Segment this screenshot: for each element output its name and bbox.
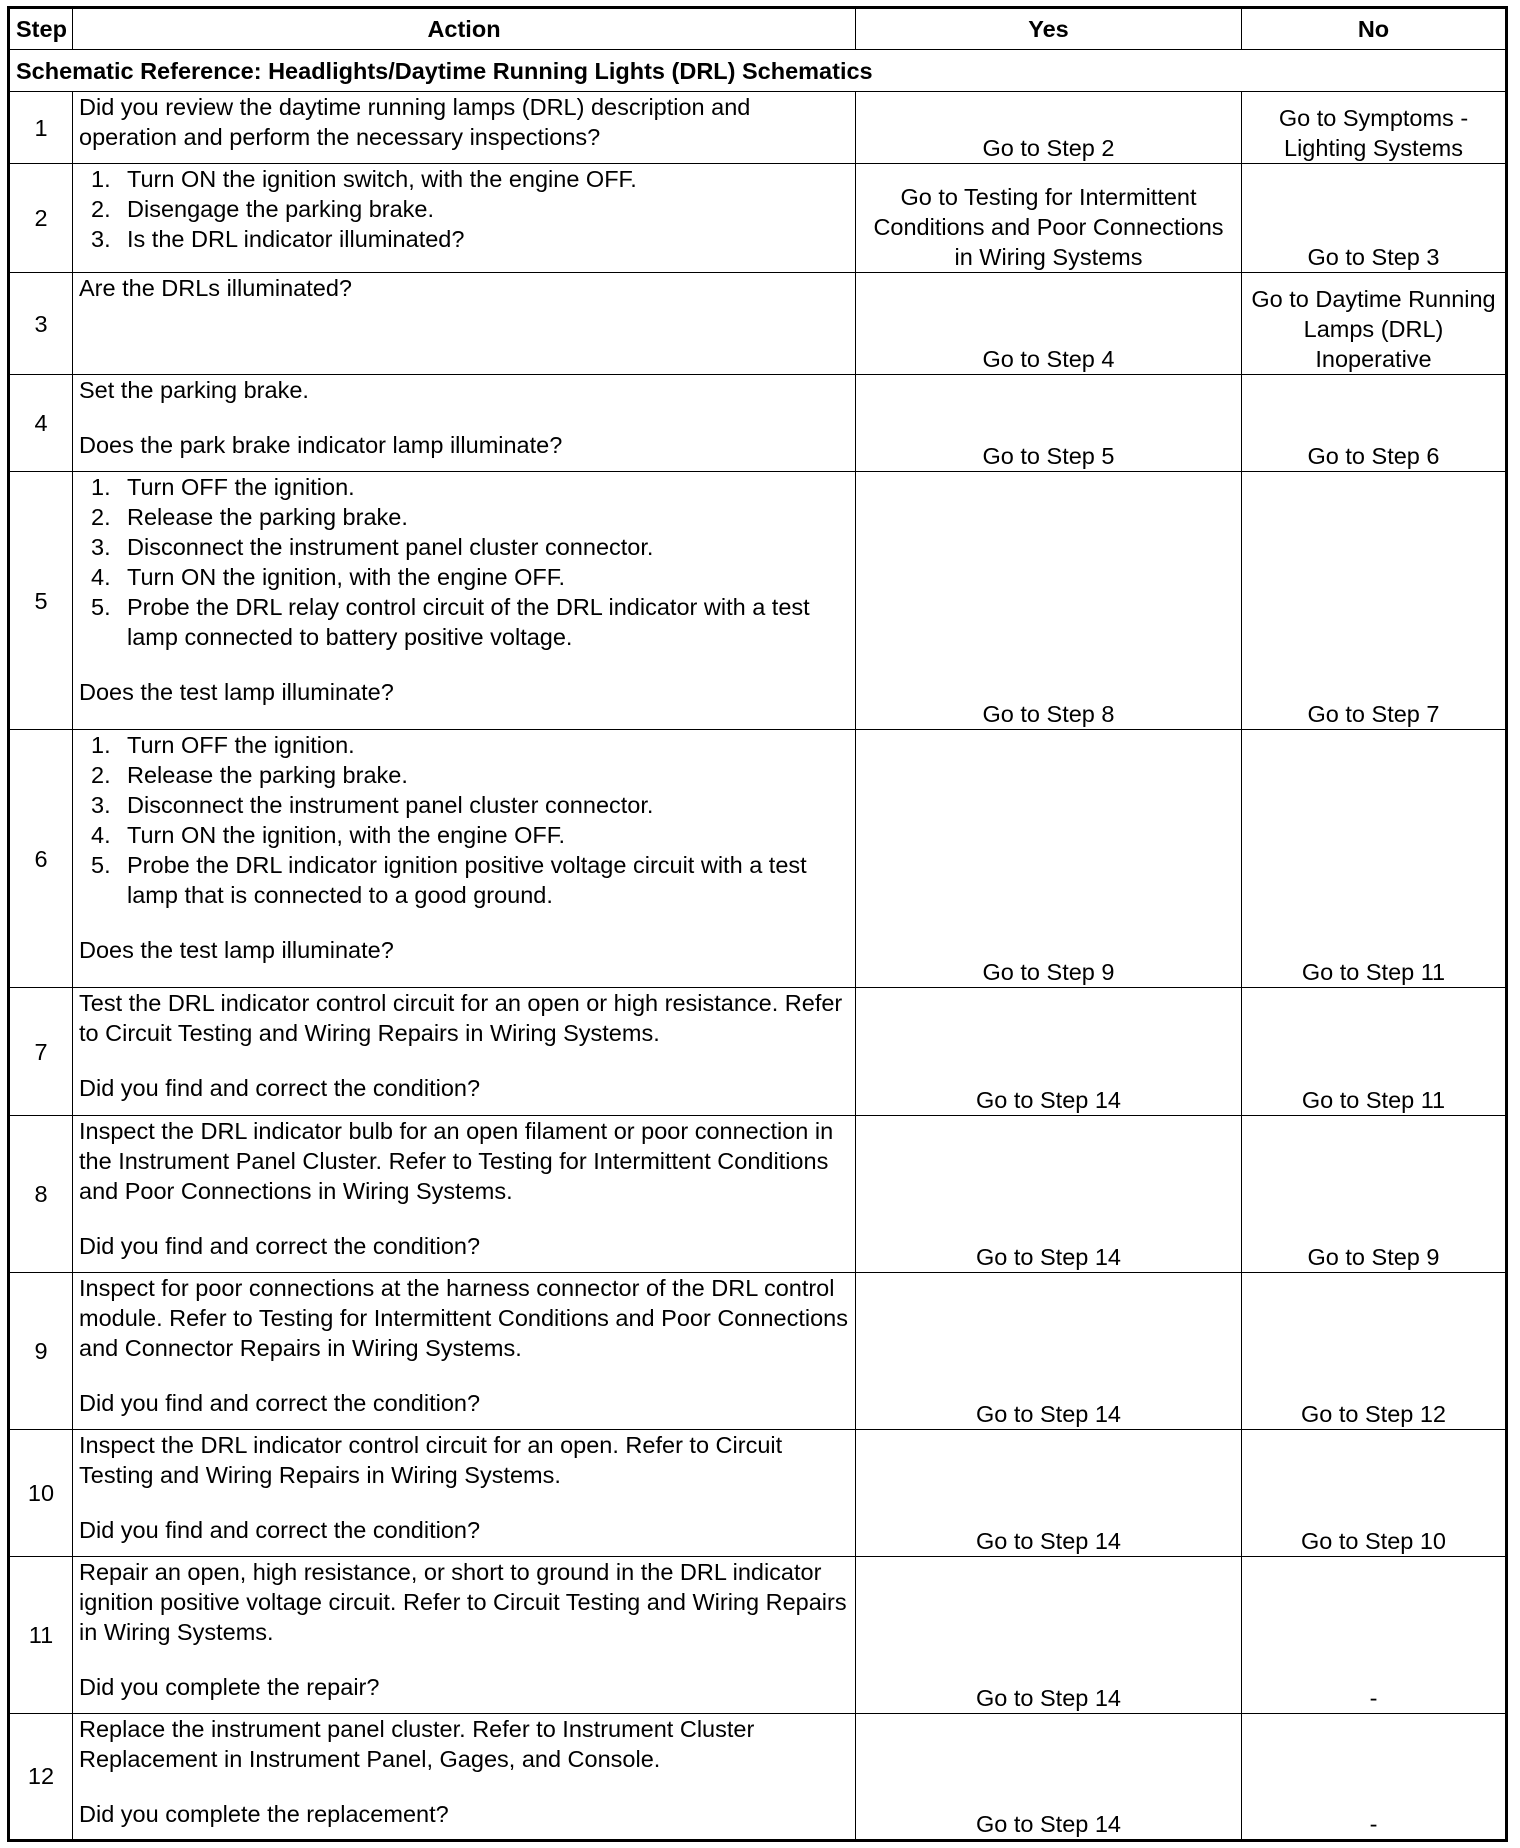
action-step-text: Probe the DRL indicator ignition positive voltage circuit with a test lamp that is connected to a good ground. [127,852,807,909]
table-row [9,164,1507,273]
action-step-item [79,790,849,820]
step-number: 6 [9,730,73,988]
action-step-item [79,224,849,254]
action-text: Repair an open, high resistance, or short to ground in the DRL indicator ignition positive voltage circuit. Refer to Circuit Testing and Wiring Repairs in Wiring Systems. [79,1558,847,1645]
action-cell [73,273,856,375]
no-result: Go to Symptoms - Lighting Systems [1242,92,1507,164]
action-step-number: 1. [91,732,111,759]
no-result: Go to Step 7 [1242,472,1507,730]
action-step-number: 1. [91,474,111,501]
action-cell [73,988,856,1115]
no-result: Go to Step 12 [1242,1272,1507,1429]
no-result: Go to Daytime Running Lamps (DRL) Inoperative [1242,273,1507,375]
spacer [79,405,849,430]
action-step-text: Turn ON the ignition, with the engine OFF. [127,822,566,849]
table-row [9,730,1507,988]
action-step-item [79,820,849,850]
spacer [79,1363,849,1388]
action-step-number: 3. [91,226,111,253]
action-steps-list [79,730,849,910]
table-row [9,92,1507,164]
action-step-text: Disconnect the instrument panel cluster connector. [127,534,654,561]
step-number: 12 [9,1713,73,1840]
header-action: Action [73,8,856,50]
no-result: Go to Step 9 [1242,1115,1507,1272]
step-number: 3 [9,273,73,375]
table-row [9,273,1507,375]
action-step-item [79,472,849,502]
action-question: Did you find and correct the condition? [79,1516,481,1543]
header-row [9,8,1507,50]
action-step-text: Probe the DRL relay control circuit of the DRL indicator with a test lamp connected to battery positive voltage. [127,594,810,651]
yes-result: Go to Step 14 [856,1429,1242,1556]
action-step-item [79,562,849,592]
table-row [9,988,1507,1115]
spacer [79,1647,849,1672]
action-step-number: 2. [91,504,111,531]
action-step-number: 2. [91,196,111,223]
table-row [9,1713,1507,1840]
table-row [9,472,1507,730]
spacer [79,652,849,677]
yes-result: Go to Testing for Intermittent Conditions and Poor Connections in Wiring Systems [856,164,1242,273]
action-step-number: 1. [91,166,111,193]
yes-result: Go to Step 5 [856,375,1242,472]
action-step-text: Turn OFF the ignition. [127,474,355,501]
action-text: Inspect the DRL indicator bulb for an open filament or poor connection in the Instrument Panel Cluster. Refer to Testing for Intermittent Conditions and Poor Connections in Wiring Systems. [79,1117,834,1204]
action-text: Are the DRLs illuminated? [79,275,352,302]
action-step-text: Is the DRL indicator illuminated? [127,226,465,253]
action-text: Set the parking brake. [79,377,309,404]
action-step-item [79,164,849,194]
action-step-item [79,592,849,652]
action-question: Did you complete the replacement? [79,1800,449,1827]
step-number: 7 [9,988,73,1115]
table-row [9,1556,1507,1713]
no-result: Go to Step 10 [1242,1429,1507,1556]
spacer [79,910,849,935]
action-cell [73,1556,856,1713]
action-step-text: Release the parking brake. [127,504,408,531]
table-row [9,1115,1507,1272]
no-result: - [1242,1556,1507,1713]
table-body [9,8,1507,1841]
yes-result: Go to Step 8 [856,472,1242,730]
spacer [79,1774,849,1799]
action-cell [73,92,856,164]
action-step-item [79,532,849,562]
action-steps-list [79,164,849,254]
action-step-number: 3. [91,792,111,819]
yes-result: Go to Step 14 [856,1556,1242,1713]
no-result: - [1242,1713,1507,1840]
table-row [9,375,1507,472]
action-question: Does the test lamp illuminate? [79,937,394,964]
action-step-item [79,194,849,224]
table-row [9,1429,1507,1556]
action-step-text: Release the parking brake. [127,762,408,789]
header-yes: Yes [856,8,1242,50]
action-step-number: 5. [91,852,111,879]
action-text: Did you review the daytime running lamps (DRL) description and operation and perform the necessary inspections? [79,94,751,151]
action-step-number: 2. [91,762,111,789]
action-question: Does the test lamp illuminate? [79,679,394,706]
no-result: Go to Step 11 [1242,988,1507,1115]
step-number: 5 [9,472,73,730]
yes-result: Go to Step 14 [856,1115,1242,1272]
action-question: Did you complete the repair? [79,1673,380,1700]
action-step-text: Disengage the parking brake. [127,196,435,223]
action-cell [73,164,856,273]
step-number: 9 [9,1272,73,1429]
action-text: Test the DRL indicator control circuit for an open or high resistance. Refer to Circuit Testing and Wiring Repairs in Wiring Systems. [79,990,843,1047]
diagnostic-table [7,6,1508,1842]
action-question: Does the park brake indicator lamp illuminate? [79,432,563,459]
action-cell [73,1115,856,1272]
spacer [79,1490,849,1515]
action-step-text: Turn ON the ignition, with the engine OFF. [127,564,566,591]
spacer [79,1048,849,1073]
action-step-item [79,850,849,910]
step-number: 10 [9,1429,73,1556]
step-number: 8 [9,1115,73,1272]
action-cell [73,730,856,988]
action-step-item [79,502,849,532]
spacer [79,1206,849,1231]
action-question: Did you find and correct the condition? [79,1232,481,1259]
action-step-number: 4. [91,822,111,849]
action-step-item [79,760,849,790]
action-step-text: Disconnect the instrument panel cluster connector. [127,792,654,819]
action-steps-list [79,472,849,652]
no-result: Go to Step 6 [1242,375,1507,472]
action-step-number: 3. [91,534,111,561]
action-cell [73,375,856,472]
table-row [9,1272,1507,1429]
action-step-number: 4. [91,564,111,591]
header-no: No [1242,8,1507,50]
yes-result: Go to Step 14 [856,1272,1242,1429]
action-step-text: Turn OFF the ignition. [127,732,355,759]
yes-result: Go to Step 14 [856,1713,1242,1840]
schematic-row [9,50,1507,92]
step-number: 11 [9,1556,73,1713]
yes-result: Go to Step 4 [856,273,1242,375]
action-cell [73,472,856,730]
action-step-number: 5. [91,594,111,621]
yes-result: Go to Step 14 [856,988,1242,1115]
action-cell [73,1713,856,1840]
action-text: Inspect for poor connections at the harness connector of the DRL control module. Refer to Testing for Intermittent Conditions and Poor Connections and Connector Repairs in Wiring Systems. [79,1274,848,1361]
action-step-text: Turn ON the ignition switch, with the engine OFF. [127,166,637,193]
action-cell [73,1272,856,1429]
step-number: 4 [9,375,73,472]
action-cell [73,1429,856,1556]
step-number: 1 [9,92,73,164]
no-result: Go to Step 11 [1242,730,1507,988]
yes-result: Go to Step 2 [856,92,1242,164]
schematic-reference: Schematic Reference: Headlights/Daytime Running Lights (DRL) Schematics [9,50,1507,92]
yes-result: Go to Step 9 [856,730,1242,988]
action-question: Did you find and correct the condition? [79,1075,481,1102]
header-step: Step [9,8,73,50]
action-step-item [79,730,849,760]
action-text: Inspect the DRL indicator control circuit for an open. Refer to Circuit Testing and Wiring Repairs in Wiring Systems. [79,1431,783,1488]
action-question: Did you find and correct the condition? [79,1389,481,1416]
step-number: 2 [9,164,73,273]
action-text: Replace the instrument panel cluster. Refer to Instrument Cluster Replacement in Instrument Panel, Gages, and Console. [79,1715,755,1772]
no-result: Go to Step 3 [1242,164,1507,273]
